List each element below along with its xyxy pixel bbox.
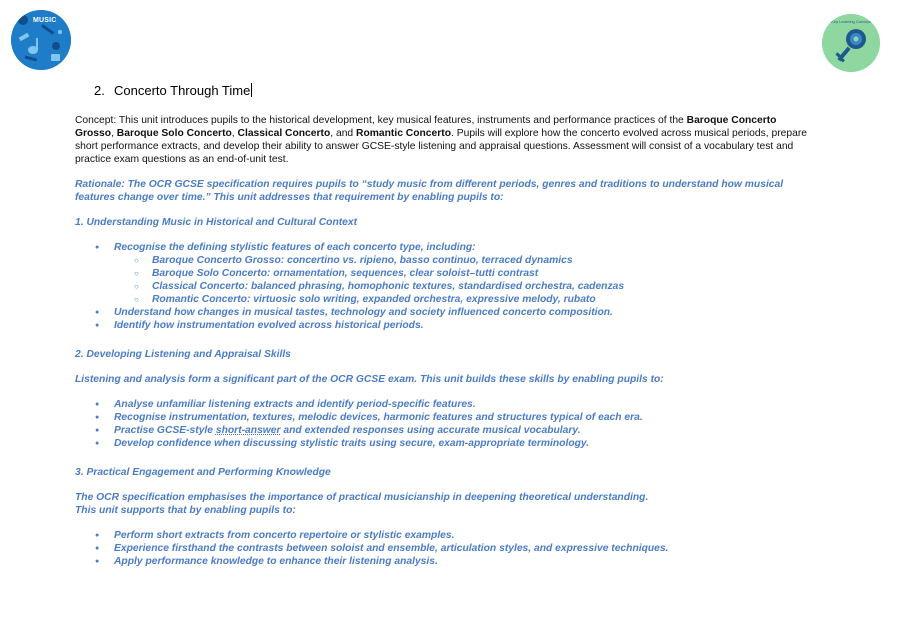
sub-list-item: ○ Baroque Solo Concerto: ornamentation, sequences, clear soloist–tutti contrast: [114, 267, 815, 280]
sub-list-item: ○ Classical Concerto: balanced phrasing, homophonic textures, standardised orchestra, cadenzas: [114, 280, 815, 293]
concept-text-3: ,: [231, 128, 238, 139]
concept-text-5: . Pupils will explore how the concerto evolved across musical periods, prepare short performance extracts, and develop their ability to answer GCSE-style listening and appraisal questions. Assessment will consist of a vocabulary test and practice exam questions as an end-of-unit test.: [75, 128, 807, 165]
list-item: ● Perform short extracts from concerto repertoire or stylistic examples.: [75, 529, 815, 542]
list-item-text: Practise GCSE-style: [114, 425, 216, 436]
concept-text-1: Concept: This unit introduces pupils to the historical development, key musical features, instruments and performance practices of the: [75, 115, 687, 126]
list-item: [75, 424, 815, 437]
list-item: ● Understand how changes in musical tastes, technology and society influenced concerto composition.: [75, 306, 815, 319]
list-item-text: and extended responses using accurate musical vocabulary.: [280, 425, 581, 436]
section2-intro: Listening and analysis form a significant part of the OCR GCSE exam. This unit builds these skills by enabling pupils to:: [75, 374, 664, 385]
section3-intro-2: This unit supports that by enabling pupils to:: [75, 505, 296, 516]
document-body: [75, 114, 815, 568]
text-cursor: [251, 83, 252, 97]
sub-list-item: ○ Romantic Concerto: virtuosic solo writing, expanded orchestra, expressive melody, rubato: [114, 293, 815, 306]
sub-list-item: ○ Baroque Concerto Grosso: concertino vs. ripieno, basso continuo, terraced dynamics: [114, 254, 815, 267]
heading-text[interactable]: Concerto Through Time: [114, 83, 251, 98]
list-item: ● Develop confidence when discussing stylistic traits using secure, exam-appropriate terminology.: [75, 437, 815, 450]
sub-list: [114, 254, 815, 306]
list-item: ● Identify how instrumentation evolved across historical periods.: [75, 319, 815, 332]
concept-paragraph: [75, 114, 815, 166]
section1-title: 1. Understanding Music in Historical and Cultural Context: [75, 217, 358, 228]
heading-number: 2.: [94, 83, 105, 98]
section3-title: 3. Practical Engagement and Performing Knowledge: [75, 467, 331, 478]
section3-list: [75, 529, 815, 568]
logo-right-label: Key Learning Concept: [831, 19, 871, 24]
concept-text-4: , and: [330, 128, 357, 139]
key-learning-logo: [822, 14, 880, 72]
section3-intro-1: The OCR specification emphasises the importance of practical musicianship in deepening theoretical understanding.: [75, 492, 649, 503]
list-item: ● Apply performance knowledge to enhance their listening analysis.: [75, 555, 815, 568]
section2-title: 2. Developing Listening and Appraisal Skills: [75, 349, 291, 360]
concept-bold-4: Romantic Concerto: [356, 128, 451, 139]
section1-list: [75, 241, 815, 332]
list-item: ● Experience firsthand the contrasts between soloist and ensemble, articulation styles, and expressive techniques.: [75, 542, 815, 555]
rationale-paragraph: Rationale: The OCR GCSE specification requires pupils to “study music from different periods, genres and traditions to understand how musical features change over time.” This unit addresses that requirement by enabling pupils to:: [75, 179, 784, 203]
page-title: [94, 83, 252, 98]
concept-bold-1: Baroque Concerto Grosso: [75, 115, 777, 139]
list-item: ● Recognise instrumentation, textures, melodic devices, harmonic features and structures typical of each era.: [75, 411, 815, 424]
concept-bold-3: Classical Concerto: [237, 128, 331, 139]
logo-left-label: MUSIC: [33, 17, 57, 24]
concept-text-2: ,: [111, 128, 117, 139]
music-logo: [11, 10, 71, 70]
list-item-text: Recognise the defining stylistic features of each concerto type, including:: [114, 242, 476, 253]
concept-bold-2: Baroque Solo Concerto: [116, 128, 232, 139]
section2-list: [75, 398, 815, 450]
list-item: ● Analyse unfamiliar listening extracts and identify period-specific features.: [75, 398, 815, 411]
spellcheck-word[interactable]: short-answer: [215, 425, 281, 436]
list-item: [75, 241, 815, 306]
